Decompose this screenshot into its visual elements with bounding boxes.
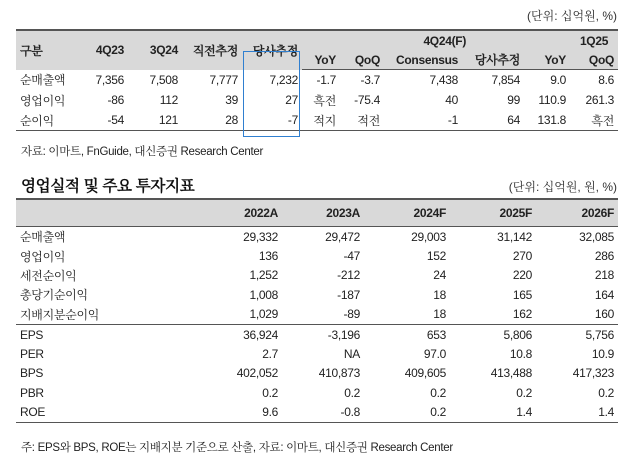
cell: 410,873: [318, 366, 360, 381]
row-label: 총당기순이익: [20, 288, 88, 303]
cell: 1,029: [148, 305, 282, 325]
table1-source: 자료: 이마트, FnGuide, 대신증권 Research Center: [21, 146, 263, 158]
cell: 2.7: [262, 347, 278, 362]
cell: NA: [343, 347, 360, 362]
cell: 10.8: [509, 347, 532, 362]
cell: 164: [594, 287, 614, 302]
cell: -3.7: [360, 73, 380, 87]
cell: 7,232: [269, 72, 298, 87]
cell: 28: [182, 110, 242, 131]
cell: 270: [512, 249, 532, 264]
col-header: QoQ: [340, 50, 384, 70]
table2-unit: (단위: 십억원, 원, %): [508, 180, 617, 194]
cell: 흑전: [313, 93, 336, 108]
cell: 27: [285, 93, 298, 107]
table-row: [16, 285, 618, 304]
row-label: 순매출액: [20, 230, 66, 245]
col-header: 3Q24: [128, 30, 182, 70]
cell: 7,508: [149, 72, 178, 87]
cell: 39: [225, 93, 238, 107]
cell: 653: [426, 327, 446, 342]
cell: 1,008: [249, 287, 278, 302]
cell: 0.2: [262, 385, 278, 400]
cell: -1: [384, 110, 462, 131]
header-label: 구분: [16, 30, 74, 70]
cell: 0.2: [516, 385, 532, 400]
cell: 286: [594, 249, 614, 264]
col-header: 직전추정: [182, 30, 242, 70]
cell: 110.9: [538, 93, 567, 107]
cell: 8.6: [598, 73, 615, 87]
cell: 64: [462, 110, 524, 131]
col-header: 2022A: [148, 199, 282, 227]
cell: 5,756: [585, 327, 614, 342]
cell: 10.9: [591, 347, 614, 362]
cell: 7,356: [95, 72, 124, 87]
cell: 136: [258, 249, 278, 264]
financial-table: [16, 198, 618, 423]
estimate-table: [16, 29, 618, 131]
cell: -54: [74, 110, 128, 131]
cell: -3,196: [327, 327, 360, 342]
row-label: 지배지분순이익: [16, 305, 148, 325]
cell: 7,777: [209, 72, 238, 87]
table-row: [16, 266, 618, 285]
cell: 적지: [302, 110, 340, 131]
col-header: 2025F: [450, 199, 536, 227]
table-row: [16, 364, 618, 383]
cell: 1.4: [536, 403, 618, 423]
cell: 220: [512, 268, 532, 283]
cell: 7,438: [429, 73, 458, 87]
cell: 18: [364, 305, 450, 325]
cell: -1.7: [316, 73, 336, 87]
cell: 29,332: [243, 229, 278, 244]
cell: 121: [128, 110, 182, 131]
table-row: [16, 246, 618, 265]
table-row: [16, 90, 618, 110]
cell: -47: [343, 249, 360, 264]
group-header-4q24: 4Q24(F): [302, 30, 524, 50]
table-row: [16, 383, 618, 402]
col-header: 4Q23: [74, 30, 128, 70]
col-header: 2023A: [282, 199, 364, 227]
cell: 9.6: [148, 403, 282, 423]
cell: 112: [159, 93, 178, 107]
table-row: [16, 305, 618, 325]
cell: 29,472: [325, 229, 360, 244]
col-header: Consensus: [384, 50, 462, 70]
cell: 5,806: [503, 327, 532, 342]
cell: 99: [507, 93, 521, 107]
row-label: ROE: [16, 403, 148, 423]
col-header: 2026F: [536, 199, 618, 227]
cell: 9.0: [550, 73, 567, 87]
cell: 165: [512, 287, 532, 302]
cell: 36,924: [243, 327, 278, 342]
row-label: PBR: [20, 385, 44, 400]
cell: 0.2: [364, 403, 450, 423]
cell: 402,052: [236, 366, 278, 381]
col-header: 2024F: [364, 199, 450, 227]
table-row: [16, 227, 618, 247]
cell: -187: [337, 287, 360, 302]
cell: 18: [433, 287, 446, 302]
cell: 32,085: [579, 229, 614, 244]
cell: 417,323: [572, 366, 614, 381]
section-title: 영업실적 및 주요 투자지표: [21, 178, 195, 195]
cell: 29,003: [411, 229, 446, 244]
col-header: YoY: [302, 50, 340, 70]
row-label: 순이익: [16, 110, 74, 131]
cell: 409,605: [404, 366, 446, 381]
cell: 97.0: [423, 347, 446, 362]
cell: 0.2: [598, 385, 614, 400]
col-header: 당사추정: [462, 50, 524, 70]
row-label: 세전순이익: [20, 268, 77, 283]
cell: 0.2: [344, 385, 360, 400]
cell: -86: [107, 93, 124, 107]
cell: 7,854: [491, 73, 521, 87]
table-row: [16, 403, 618, 423]
cell: 1.4: [450, 403, 536, 423]
col-header: [16, 199, 148, 227]
row-label: 영업이익: [20, 249, 66, 264]
cell: -75.4: [354, 93, 380, 107]
cell: -7: [242, 110, 302, 131]
col-header: 당사추정: [242, 30, 302, 70]
table-row: [16, 110, 618, 131]
cell: 흑전: [570, 110, 618, 131]
cell: -0.8: [282, 403, 364, 423]
table-row: [16, 344, 618, 363]
cell: 162: [450, 305, 536, 325]
cell: 152: [426, 249, 446, 264]
table1-unit: (단위: 십억원, %): [527, 9, 617, 23]
cell: 적전: [340, 110, 384, 131]
cell: 261.3: [585, 93, 615, 107]
row-label: PER: [20, 347, 44, 362]
cell: 413,488: [490, 366, 532, 381]
cell: 160: [536, 305, 618, 325]
group-header-1q25: 1Q25: [570, 30, 618, 50]
cell: 40: [445, 93, 458, 107]
col-header: QoQ: [570, 50, 618, 70]
cell: 24: [433, 268, 446, 283]
cell: 0.2: [430, 385, 446, 400]
cell: 1,252: [249, 268, 278, 283]
table-row: [16, 324, 618, 344]
table2-note: 주: EPS와 BPS, ROE는 지배지분 기준으로 산출, 자료: 이마트, 대신증권 Research Center: [21, 442, 453, 454]
row-label: BPS: [20, 366, 44, 381]
cell: -212: [337, 268, 360, 283]
cell: 131.8: [524, 110, 570, 131]
cell: 31,142: [497, 229, 532, 244]
cell: -89: [282, 305, 364, 325]
row-label: EPS: [20, 327, 44, 342]
cell: 218: [594, 268, 614, 283]
row-label: 영업이익: [20, 93, 66, 108]
table-row: [16, 70, 618, 91]
col-header: YoY: [524, 50, 570, 70]
row-label: 순매출액: [20, 73, 66, 88]
